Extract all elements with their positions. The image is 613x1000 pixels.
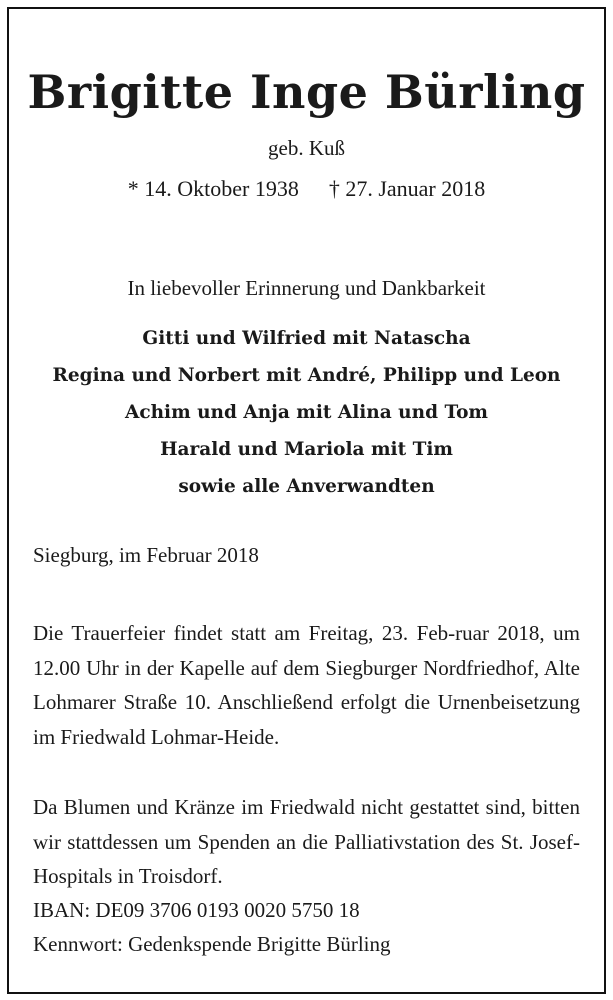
mourner-line: Gitti und Wilfried mit Natascha — [142, 328, 471, 349]
dedication-line: In liebevoller Erinnerung und Dankbarkeit — [127, 276, 486, 300]
maiden-name: geb. Kuß — [268, 136, 345, 160]
death-date: † 27. Januar 2018 — [328, 176, 486, 201]
mourner-line: sowie alle Anverwandten — [178, 476, 435, 497]
mourner-line: Harald und Mariola mit Tim — [160, 439, 453, 460]
mourner-line: Achim und Anja mit Alina und Tom — [124, 402, 489, 423]
birth-date: * 14. Oktober 1938 — [127, 176, 299, 201]
donation-paragraph: Da Blumen und Kränze im Friedwald nicht gestattet sind, bitten wir stattdessen um Spenden an die Palliativstation des St. Josef-Hospitals in Troisdorf. — [33, 795, 580, 888]
donation-keyword: Kennwort: Gedenkspende Brigitte Bürling — [33, 932, 391, 956]
mourner-line: Regina und Norbert mit André, Philipp und Leon — [52, 365, 561, 386]
mourners-list — [0, 320, 613, 505]
place-and-date: Siegburg, im Februar 2018 — [33, 543, 259, 567]
life-dates — [0, 174, 613, 204]
deceased-name: Brigitte Inge Bürling — [27, 65, 586, 119]
ceremony-paragraph: Die Trauerfeier findet statt am Freitag, 23. Feb-ruar 2018, um 12.00 Uhr in der Kapelle auf dem Siegburger Nordfriedhof, Alte Lohmarer Straße 10. Anschließend erfolgt die Urnenbeisetzung im Friedwald Lohmar-Heide. — [33, 621, 580, 749]
iban-line: IBAN: DE09 3706 0193 0020 5750 18 — [33, 898, 360, 922]
